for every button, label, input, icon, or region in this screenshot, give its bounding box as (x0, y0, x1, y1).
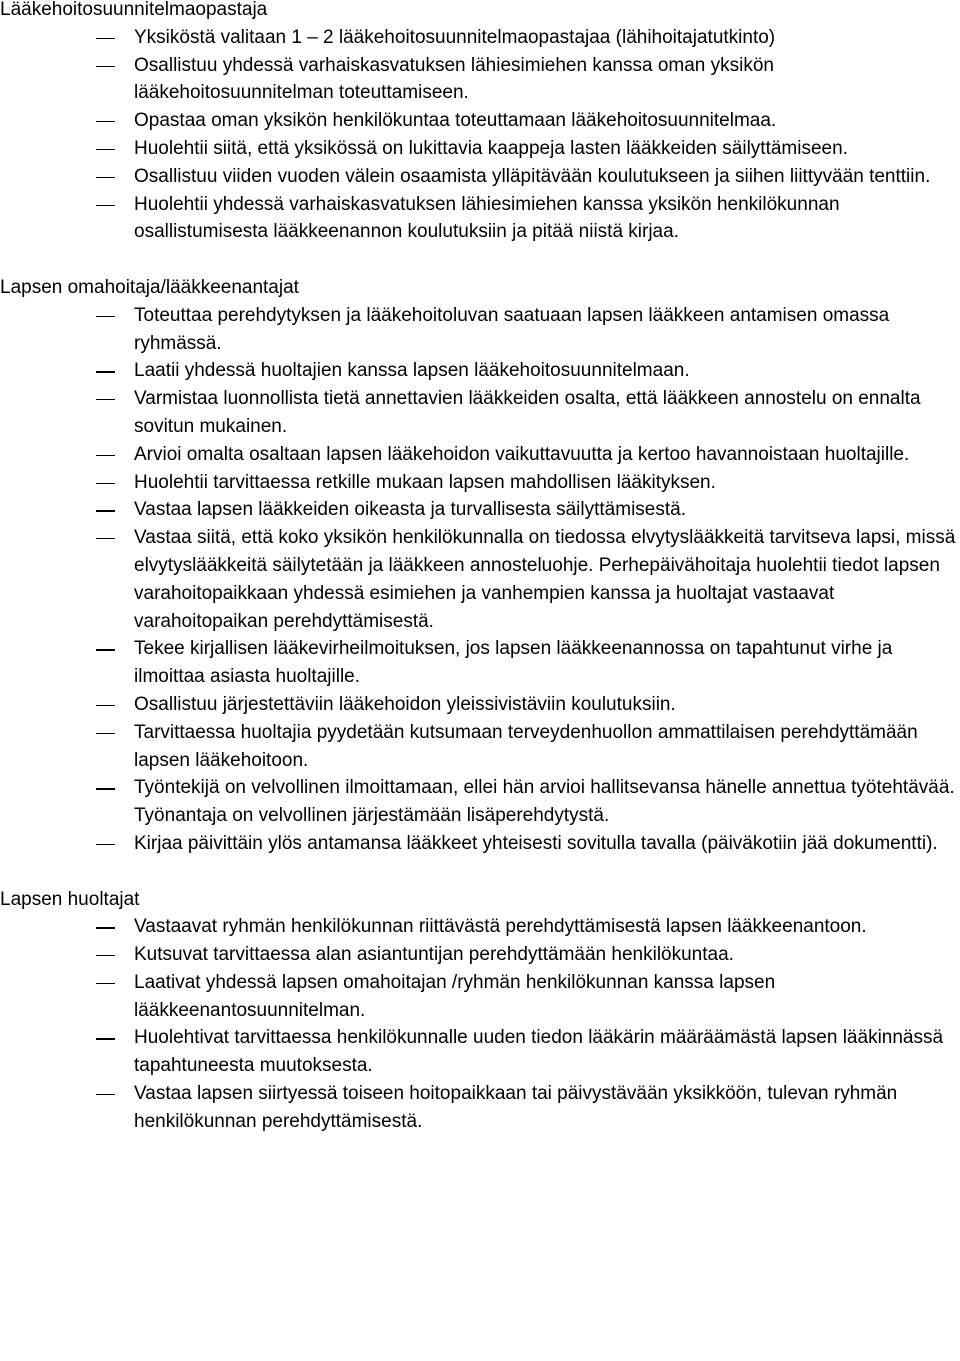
list-item (0, 135, 960, 163)
list-item-text: Laativat yhdessä lapsen omahoitajan /ryhmän henkilökunnan kanssa lapsen lääkkeenantosuunnitelman. (134, 971, 776, 1021)
dash-bullet-icon (96, 733, 115, 734)
list-item-text: Arvioi omalta osaltaan lapsen lääkehoidon vaikuttavuutta ja kertoo havannoistaan huoltajille. (134, 443, 910, 465)
list-item-text: Osallistuu yhdessä varhaiskasvatuksen lähiesimiehen kanssa oman yksikön lääkehoitosuunnitelman toteuttamiseen. (134, 54, 774, 104)
dash-bullet-icon (96, 649, 115, 650)
bullet-list (0, 913, 960, 1135)
list-item (0, 691, 960, 719)
dash-bullet-icon (96, 316, 115, 317)
dash-bullet-icon (96, 455, 115, 456)
list-item (0, 830, 960, 858)
bullet-list (0, 302, 960, 858)
list-item (0, 357, 960, 385)
dash-bullet-icon (96, 371, 115, 372)
dash-bullet-icon (96, 205, 115, 206)
list-item-text: Yksiköstä valitaan 1 – 2 lääkehoitosuunnitelmaopastajaa (lähihoitajatutkinto) (134, 26, 776, 48)
dash-bullet-icon (96, 538, 115, 539)
list-item (0, 969, 960, 1025)
dash-bullet-icon (96, 844, 115, 845)
dash-bullet-icon (96, 149, 115, 150)
list-item (0, 469, 960, 497)
dash-bullet-icon (96, 1094, 115, 1095)
dash-bullet-icon (96, 955, 115, 956)
list-item (0, 1080, 960, 1136)
list-item (0, 496, 960, 524)
list-item-text: Kirjaa päivittäin ylös antamansa lääkkeet yhteisesti sovitulla tavalla (päiväkotiin jää dokumentti). (134, 832, 938, 854)
list-item (0, 441, 960, 469)
dash-bullet-icon (96, 927, 115, 928)
list-item-text: Tekee kirjallisen lääkevirheilmoituksen, jos lapsen lääkkeenannossa on tapahtunut virhe ja ilmoittaa asiasta huoltajille. (134, 638, 893, 688)
list-item-text: Vastaa siitä, että koko yksikön henkilökunnalla on tiedossa elvytyslääkkeitä tarvitseva lapsi, missä elvytyslääkkeitä säilytetään ja lääkkeen annosteluohje. Perhepäivähoitaja huolehtii tiedot lapsen varahoitopaikkaan yhdessä esimiehen ja vanhempien kanssa ja huoltajat vastaavat varahoitopaikan perehdyttämisestä. (134, 527, 956, 632)
section-heading: Lapsen huoltajat (0, 888, 140, 910)
list-item-text: Huolehtivat tarvittaessa henkilökunnalle uuden tiedon lääkärin määräämästä lapsen lääkinnässä tapahtuneesta muutoksesta. (134, 1027, 944, 1077)
dash-bullet-icon (96, 399, 115, 400)
list-item-text: Huolehtii siitä, että yksikössä on lukittavia kaappeja lasten lääkkeiden säilyttämiseen. (134, 137, 848, 159)
list-item-text: Työntekijä on velvollinen ilmoittamaan, ellei hän arvioi hallitsevansa hänelle annettua työtehtävää. Työnantaja on velvollinen järjestämään lisäperehdytystä. (134, 777, 955, 827)
list-item (0, 774, 960, 830)
section-child-caregiver (0, 274, 960, 858)
list-item-text: Opastaa oman yksikön henkilökuntaa toteuttamaan lääkehoitosuunnitelmaa. (134, 110, 777, 132)
list-item-text: Vastaavat ryhmän henkilökunnan riittävästä perehdyttämisestä lapsen lääkkeenantoon. (134, 916, 867, 938)
dash-bullet-icon (96, 510, 115, 511)
list-item-text: Osallistuu järjestettäviin lääkehoidon yleissivistäviin koulutuksiin. (134, 693, 676, 715)
list-item-text: Vastaa lapsen siirtyessä toiseen hoitopaikkaan tai päivystävään yksikköön, tulevan ryhmän henkilökunnan perehdyttämisestä. (134, 1083, 898, 1132)
list-item-text: Laatii yhdessä huoltajien kanssa lapsen lääkehoitosuunnitelmaan. (134, 360, 690, 382)
list-item (0, 52, 960, 108)
list-item (0, 191, 960, 247)
list-item-text: Huolehtii yhdessä varhaiskasvatuksen lähiesimiehen kanssa yksikön henkilökunnan osallistumisesta lääkkeenannon koulutuksiin ja pitää niistä kirjaa. (134, 193, 840, 243)
dash-bullet-icon (96, 121, 115, 122)
dash-bullet-icon (96, 788, 115, 789)
list-item (0, 24, 960, 52)
list-item (0, 107, 960, 135)
list-item-text: Huolehtii tarvittaessa retkille mukaan lapsen mahdollisen lääkityksen. (134, 471, 716, 493)
list-item (0, 385, 960, 441)
section-medication-plan-guide (0, 0, 960, 246)
section-heading: Lääkehoitosuunnitelmaopastaja (0, 0, 268, 20)
dash-bullet-icon (96, 983, 115, 984)
list-item (0, 524, 960, 635)
list-item-text: Tarvittaessa huoltajia pyydetään kutsumaan terveydenhuollon ammattilaisen perehdyttämään lapsen lääkehoitoon. (134, 721, 918, 771)
dash-bullet-icon (96, 66, 115, 67)
dash-bullet-icon (96, 705, 115, 706)
list-item-text: Toteuttaa perehdytyksen ja lääkehoitoluvan saatuaan lapsen lääkkeen antamisen omassa ryhmässä. (134, 304, 890, 354)
list-item (0, 302, 960, 358)
list-item (0, 913, 960, 941)
section-heading: Lapsen omahoitaja/lääkkeenantajat (0, 276, 299, 298)
list-item (0, 163, 960, 191)
section-child-guardians (0, 886, 960, 1136)
list-item (0, 941, 960, 969)
dash-bullet-icon (96, 38, 115, 39)
list-item (0, 719, 960, 775)
list-item-text: Varmistaa luonnollista tietä annettavien lääkkeiden osalta, että lääkkeen annostelu on ennalta sovitun mukainen. (134, 388, 921, 437)
list-item-text: Vastaa lapsen lääkkeiden oikeasta ja turvallisesta säilyttämisestä. (134, 499, 686, 521)
list-item-text: Kutsuvat tarvittaessa alan asiantuntijan perehdyttämään henkilökuntaa. (134, 944, 734, 966)
dash-bullet-icon (96, 1038, 115, 1039)
list-item (0, 635, 960, 691)
dash-bullet-icon (96, 177, 115, 178)
list-item-text: Osallistuu viiden vuoden välein osaamista ylläpitävään koulutukseen ja siihen liittyvään tenttiin. (134, 165, 931, 187)
dash-bullet-icon (96, 483, 115, 484)
bullet-list (0, 24, 960, 246)
list-item (0, 1024, 960, 1080)
